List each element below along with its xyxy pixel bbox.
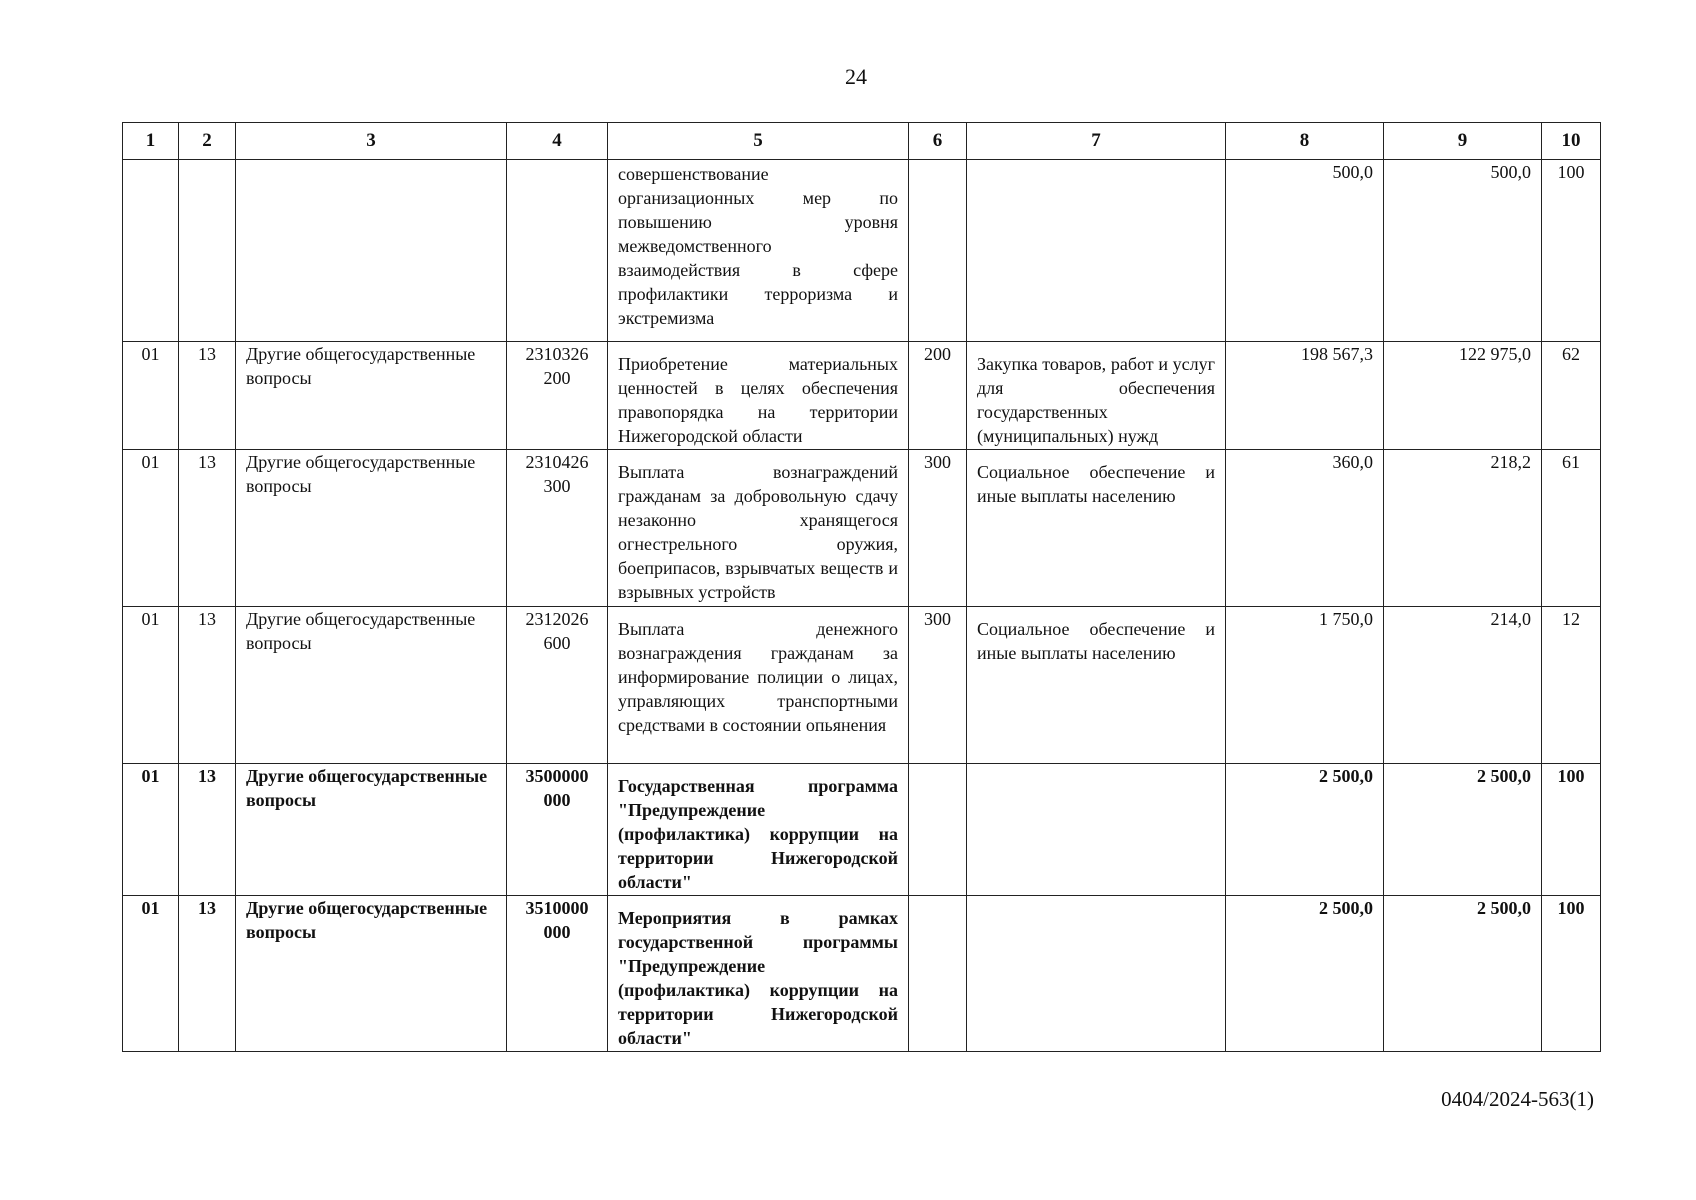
expense-type-text: Социальное обеспечение и иные выплаты населению [977,619,1215,663]
article-description [608,160,909,342]
column-header: 7 [967,123,1226,160]
target-article-code: 2310426 300 [507,450,608,607]
article-description [608,450,909,607]
column-header: 1 [123,123,179,160]
execution-percent: 61 [1542,450,1601,607]
article-description-text: Выплата вознаграждений гражданам за добровольную сдачу незаконно хранящегося огнестрельного оружия, боеприпасов, взрывчатых веществ и взрывных устройств [618,462,898,602]
section-name: Другие общегосударственные вопросы [236,607,507,764]
expense-type-text [977,764,1215,774]
section-code: 01 [123,764,179,896]
section-name [236,160,507,342]
article-description [608,896,909,1052]
target-article-code: 3510000 000 [507,896,608,1052]
column-header: 9 [1384,123,1542,160]
document-number: 0404/2024-563(1) [1441,1087,1594,1111]
section-code: 01 [123,342,179,450]
subsection-code: 13 [179,342,236,450]
planned-amount: 198 567,3 [1226,342,1384,450]
planned-amount: 360,0 [1226,450,1384,607]
actual-amount: 2 500,0 [1384,896,1542,1052]
expense-type-text: Социальное обеспечение и иные выплаты населению [977,462,1215,506]
table-row [123,607,1601,764]
execution-percent: 100 [1542,896,1601,1052]
expense-type-text [977,160,1215,162]
expense-type-code [909,160,967,342]
article-description-text: совершенствование организационных мер по повышению уровня межведомственного взаимодействия в сфере профилактики терроризма и экстремизма [618,164,898,328]
section-name: Другие общегосударственные вопросы [236,450,507,607]
expense-type-name [967,607,1226,764]
subsection-code [179,160,236,342]
planned-amount: 500,0 [1226,160,1384,342]
expense-type-code [909,896,967,1052]
subsection-code: 13 [179,450,236,607]
expense-type-name [967,896,1226,1052]
section-code: 01 [123,896,179,1052]
table-row [123,160,1601,342]
section-name: Другие общегосударственные вопросы [236,896,507,1052]
table-row [123,450,1601,607]
expense-type-text [977,896,1215,906]
actual-amount: 500,0 [1384,160,1542,342]
expense-type-code: 200 [909,342,967,450]
planned-amount: 2 500,0 [1226,764,1384,896]
expense-type-text: Закупка товаров, работ и услуг для обеспечения государственных (муниципальных) нужд [977,354,1215,446]
actual-amount: 122 975,0 [1384,342,1542,450]
section-code: 01 [123,607,179,764]
article-description [608,342,909,450]
page-number: 24 [845,64,867,89]
planned-amount: 1 750,0 [1226,607,1384,764]
expense-type-code [909,764,967,896]
section-code: 01 [123,450,179,607]
expense-type-name [967,160,1226,342]
table-row [123,764,1601,896]
actual-amount: 218,2 [1384,450,1542,607]
target-article-code: 2312026 600 [507,607,608,764]
expense-type-code: 300 [909,450,967,607]
subsection-code: 13 [179,764,236,896]
target-article-code [507,160,608,342]
column-header: 3 [236,123,507,160]
actual-amount: 214,0 [1384,607,1542,764]
section-code [123,160,179,342]
subsection-code: 13 [179,607,236,764]
table-header-row [123,123,1601,160]
expense-type-name [967,450,1226,607]
execution-percent: 100 [1542,764,1601,896]
execution-percent: 12 [1542,607,1601,764]
article-description-text: Приобретение материальных ценностей в целях обеспечения правопорядка на территории Нижегородской области [618,354,898,446]
section-name: Другие общегосударственные вопросы [236,342,507,450]
expense-type-code: 300 [909,607,967,764]
expense-type-name [967,342,1226,450]
article-description [608,764,909,896]
target-article-code: 3500000 000 [507,764,608,896]
article-description-text: Выплата денежного вознаграждения гражданам за информирование полиции о лицах, управляющих транспортными средствами в состоянии опьянения [618,619,898,735]
article-description [608,607,909,764]
expense-type-name [967,764,1226,896]
article-description-text: Мероприятия в рамках государственной программы "Предупреждение (профилактика) коррупции на территории Нижегородской области" [618,908,898,1048]
subsection-code: 13 [179,896,236,1052]
column-header: 6 [909,123,967,160]
actual-amount: 2 500,0 [1384,764,1542,896]
execution-percent: 100 [1542,160,1601,342]
column-header: 4 [507,123,608,160]
planned-amount: 2 500,0 [1226,896,1384,1052]
column-header: 10 [1542,123,1601,160]
column-header: 2 [179,123,236,160]
article-description-text: Государственная программа "Предупреждение (профилактика) коррупции на территории Нижегородской области" [618,776,898,892]
column-header: 8 [1226,123,1384,160]
execution-percent: 62 [1542,342,1601,450]
section-name: Другие общегосударственные вопросы [236,764,507,896]
table-row [123,896,1601,1052]
column-header: 5 [608,123,909,160]
budget-table [122,122,1601,1052]
table-row [123,342,1601,450]
target-article-code: 2310326 200 [507,342,608,450]
